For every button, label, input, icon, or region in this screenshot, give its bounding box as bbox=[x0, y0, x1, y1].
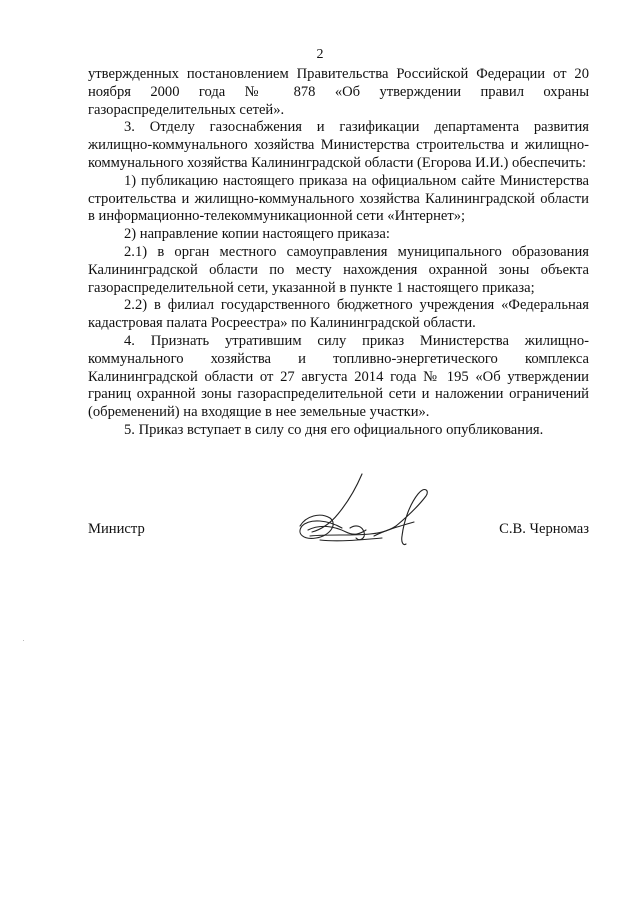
paragraph-item-3-2: 2) направление копии настоящего приказа: bbox=[124, 226, 390, 243]
paragraph-item-5: 5. Приказ вступает в силу со дня его официального опубликования. bbox=[124, 421, 544, 438]
signer-name: С.В. Черномаз bbox=[499, 521, 589, 537]
paragraph-item-2-2: 2.2) в филиал государственного бюджетного учреждения «Федеральная кадастровая палата Росреестра» по Калининградской области. bbox=[88, 297, 589, 332]
signature-block bbox=[88, 521, 589, 541]
document-body bbox=[88, 66, 589, 440]
paragraph-item-3-1: 1) публикацию настоящего приказа на официальном сайте Министерства строительства и жилищно-коммунального хозяйства Калининградской области в информационно-телекоммуникационной сети «Интернет»; bbox=[88, 172, 589, 225]
signer-title: Министр bbox=[88, 521, 145, 537]
paragraph-continuation: утвержденных постановлением Правительства Российской Федерации от 20 ноября 2000 года № 878 «Об утверждении правил охраны газораспределительных сетей». bbox=[88, 66, 589, 118]
paragraph-item-3: 3. Отделу газоснабжения и газификации департамента развития жилищно-коммунального хозяйства Министерства строительства и жилищно-коммунального хозяйства Калининградской области (Егорова И.И.) обеспечить: bbox=[88, 119, 589, 171]
paragraph-item-2-1: 2.1) в орган местного самоуправления муниципального образования Калининградской области по месту нахождения охранной зоны объекта газораспределительной сети, указанной в пункте 1 настоящего приказа; bbox=[88, 243, 589, 296]
scan-speck bbox=[23, 640, 24, 641]
page-number: 2 bbox=[316, 47, 324, 62]
paragraph-item-4: 4. Признать утратившим силу приказ Министерства жилищно-коммунального хозяйства и топливно-энергетического комплекса Калининградской области от 27 августа 2014 года № 195 «Об утверждении границ охранной зоны газораспределительной сети и наложении ограничений (обременений) на входящие в нее земельные участки». bbox=[88, 332, 589, 421]
